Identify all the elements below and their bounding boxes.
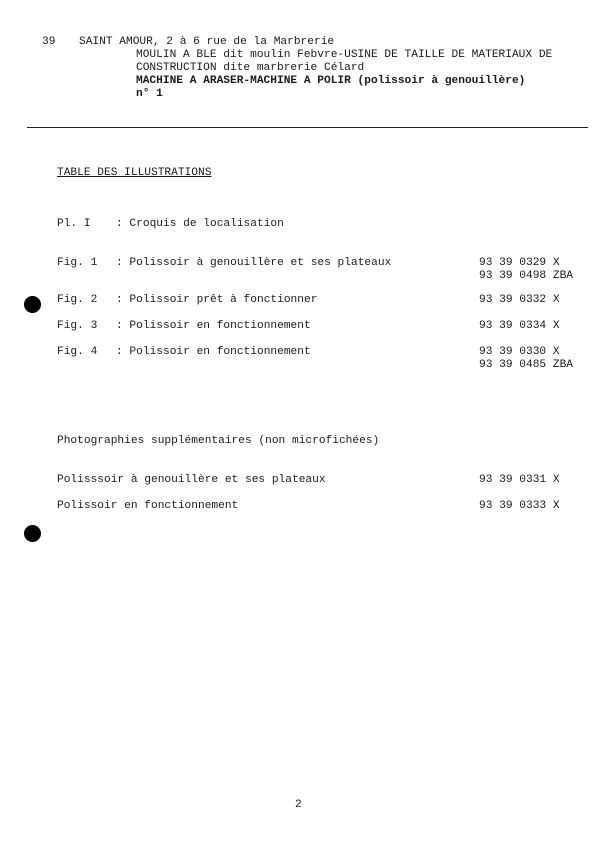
toc-item-text: : Polissoir à genouillère et ses plateaux [116,257,392,269]
record-number: 39 [42,36,56,48]
toc-item-text: : Croquis de localisation [116,218,284,230]
toc-title: TABLE DES ILLUSTRATIONS [57,167,212,179]
supplementary-title: Photographies supplémentaires (non microfichées) [57,435,380,447]
header-address: SAINT AMOUR, 2 à 6 rue de la Marbrerie [79,36,335,48]
punch-hole-mark [24,296,41,313]
supplementary-item-text: Polisssoir à genouillère et ses plateaux [57,474,326,486]
punch-hole-mark [24,525,41,542]
toc-item-text: : Polissoir en fonctionnement [116,346,311,358]
supplementary-item-ref: 93 39 0333 X [479,500,560,512]
toc-item-label: Fig. 2 [57,294,98,306]
toc-item-text: : Polissoir en fonctionnement [116,320,311,332]
header-divider [27,127,588,128]
toc-item-ref: 93 39 0332 X [479,294,560,306]
page-number: 2 [295,799,302,811]
header-designation: MOULIN A BLE dit moulin Febvre-USINE DE TAILLE DE MATERIAUX DE [136,49,553,61]
toc-item-label: Fig. 1 [57,257,98,269]
toc-item-label: Fig. 3 [57,320,98,332]
toc-item-text: : Polissoir prêt à fonctionner [116,294,318,306]
header-designation-cont: CONSTRUCTION dite marbrerie Célard [136,62,365,74]
toc-item-ref: 93 39 0329 X [479,257,560,269]
toc-item-label: Fig. 4 [57,346,98,358]
toc-item-ref: 93 39 0485 ZBA [479,359,573,371]
toc-item-ref: 93 39 0330 X [479,346,560,358]
supplementary-item-text: Polissoir en fonctionnement [57,500,239,512]
toc-item-ref: 93 39 0498 ZBA [479,270,573,282]
toc-item-label: Pl. I [57,218,91,230]
supplementary-item-ref: 93 39 0331 X [479,474,560,486]
header-object-title: MACHINE A ARASER-MACHINE A POLIR (polissoir à genouillère) [136,75,526,87]
toc-item-ref: 93 39 0334 X [479,320,560,332]
header-object-number: n° 1 [136,88,163,100]
